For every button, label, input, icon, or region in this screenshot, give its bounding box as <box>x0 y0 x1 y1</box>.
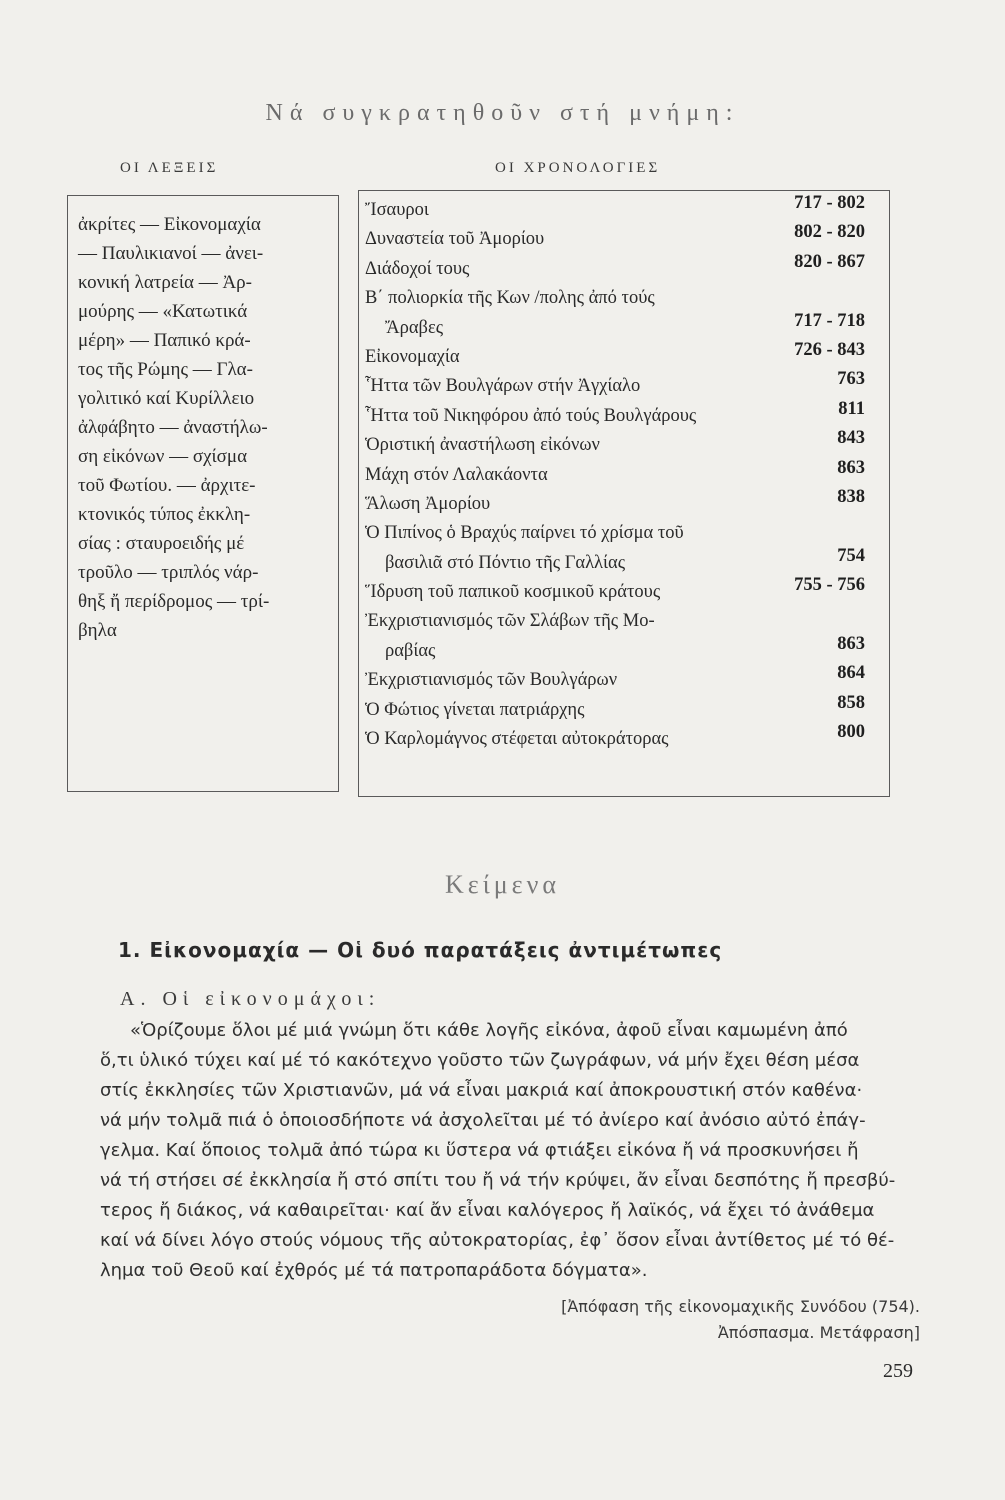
chronology-label: Μάχη στόν Λαλακάοντα <box>365 464 548 485</box>
chronology-label: Β΄ πολιορκία τῆς Κων /πολης ἀπό τούς <box>365 288 655 309</box>
text-line: στίς ἐκκλησίες τῶν Χριστιανῶν, μά νά εἶναι μακριά καί ἀποκρουστική στόν καθένα· <box>100 1080 863 1101</box>
text-line: καί νά δίνει λόγο στούς νόμους τῆς αὐτοκρατορίας, ἐφ᾽ ὅσον εἶναι ἀντίθετος μέ τό θέ- <box>100 1230 895 1251</box>
chronology-item <box>365 607 865 636</box>
text-line: γελμα. Καί ὅποιος τολμᾶ ἀπό τώρα κι ὕστερα νά φτιάξει εἰκόνα ἤ νά προσκυνήσει ἤ <box>100 1140 859 1161</box>
chronology-label: Ἧττα τοῦ Νικηφόρου ἀπό τούς Βουλγάρους <box>365 405 697 426</box>
chronology-item <box>365 692 865 725</box>
chronology-date: 755 - 756 <box>794 575 865 596</box>
citation-line: [Ἀπόφαση τῆς εἰκονομαχικῆς Συνόδου (754). <box>561 1297 920 1316</box>
words-column-heading: ΟΙ ΛΕΞΕΙΣ <box>120 160 219 176</box>
chronology-list <box>365 193 865 754</box>
chronology-date: 858 <box>837 692 865 713</box>
chronology-item <box>365 519 865 548</box>
chronology-date: 811 <box>838 398 865 419</box>
chronology-item <box>365 369 865 401</box>
chronology-item <box>365 663 865 695</box>
chronology-label: Ὁ Πιπίνος ὁ Βραχύς παίρνει τό χρίσμα τοῦ <box>365 523 684 544</box>
citation <box>520 1294 920 1346</box>
chronology-box <box>358 190 890 797</box>
chronology-item <box>365 633 865 666</box>
chronology-label: Δυναστεία τοῦ Ἀμορίου <box>365 229 545 250</box>
words-text: ἀκρίτες — Εἰκονομαχία — Παυλικιανοί — ἀνει- κονική λατρεία — Ἀρ- μούρης — «Κατωτικά μέρη» — Παπικό κρά- τος τῆς Ρώμης — Γλα- γολιτικό καί Κυρίλλειο ἀλφάβητο — ἀναστήλω- ση εἰκόνων — σχίσμα τοῦ Φωτίου. — ἀρχιτε- κτονικός τύπος ἐκκλη- σίας : σταυροειδής μέ τροῦλο — τριπλός νάρ- θηξ ἤ περίδρομος — τρί- βηλα <box>78 214 270 641</box>
text-line: «Ὁρίζουμε ὅλοι μέ μιά γνώμη ὅτι κάθε λογῆς εἰκόνα, ἀφοῦ εἶναι καμωμένη ἀπό <box>130 1020 848 1041</box>
chronology-item <box>365 575 865 607</box>
chronology-date: 838 <box>837 486 865 507</box>
chronology-label: Ἐκχριστιανισμός τῶν Βουλγάρων <box>365 670 618 691</box>
chronology-column-heading: ΟΙ ΧΡΟΝΟΛΟΓΙΕΣ <box>495 160 661 176</box>
chronology-label: Ἧττα τῶν Βουλγάρων στήν Ἀγχίαλο <box>365 376 641 397</box>
chronology-label: Ὁριστική ἀναστήλωση εἰκόνων <box>365 435 600 456</box>
chronology-date: 717 - 718 <box>794 310 865 331</box>
chronology-label: Ἅλωση Ἀμορίου <box>365 493 491 514</box>
text-line: λημα τοῦ Θεοῦ καί ἐχθρός μέ τά πατροπαράδοτα δόγματα». <box>100 1260 648 1281</box>
chronology-item <box>365 486 865 519</box>
text-line: τερος ἤ διάκος, νά καθαιρεῖται· καί ἄν εἶναι καλόγερος ἤ λαϊκός, νά ἔχει τό ἀνάθεμα <box>100 1200 875 1221</box>
chronology-item <box>365 722 865 754</box>
chronology-item <box>365 251 865 284</box>
chronology-label: Ἵδρυση τοῦ παπικοῦ κοσμικοῦ κράτους <box>365 582 661 603</box>
page-number: 259 <box>883 1360 913 1382</box>
chronology-date: 863 <box>837 633 865 654</box>
chronology-item <box>365 339 865 372</box>
chronology-label: ραβίας <box>385 640 436 661</box>
text-line: νά τή στήσει σέ ἐκκλησία ἤ στό σπίτι του ἤ νά τήν κρύψει, ἄν εἶναι δεσπότης ἤ πρεσβύ- <box>100 1170 896 1191</box>
chronology-date: 763 <box>837 369 865 390</box>
chronology-label: Ὁ Φώτιος γίνεται πατριάρχης <box>365 699 585 720</box>
chronology-label: Ἄραβες <box>385 317 444 338</box>
chronology-date: 802 - 820 <box>794 222 865 243</box>
chronology-item <box>365 398 865 431</box>
heading-number: 1. <box>118 938 142 962</box>
page-top-title: Νά συγκρατηθοῦν στή μνήμη: <box>265 100 740 126</box>
chronology-date: 800 <box>837 722 865 743</box>
text-line: νά μήν τολμᾶ πιά ὁ ὁποιοσδήποτε νά ἀσχολεῖται μέ τό ἀνίερο καί ἀνόσιο αὐτό ἐπάγ- <box>100 1110 866 1131</box>
text-heading <box>118 938 722 962</box>
chronology-date: 863 <box>837 457 865 478</box>
citation-line: Ἀπόσπασμα. Μετάφραση] <box>717 1323 920 1342</box>
chronology-item <box>365 428 865 460</box>
chronology-item <box>365 222 865 254</box>
heading-text: Εἰκονομαχία — Οἱ δυό παρατάξεις ἀντιμέτωπες <box>149 938 723 962</box>
chronology-label: Διάδοχοί τους <box>365 258 470 279</box>
quoted-text <box>100 1016 910 1286</box>
chronology-date: 754 <box>837 545 865 566</box>
chronology-date: 820 - 867 <box>794 251 865 272</box>
words-box <box>67 195 339 792</box>
subheading: Α. Οἱ εἰκονομάχοι: <box>120 988 381 1010</box>
chronology-label: Ἐκχριστιανισμός τῶν Σλάβων τῆς Μο- <box>365 611 655 632</box>
chronology-item <box>365 284 865 313</box>
chronology-label: Ἴσαυροι <box>365 200 429 220</box>
chronology-date: 864 <box>837 663 865 684</box>
chronology-date: 717 - 802 <box>794 193 865 213</box>
chronology-date: 843 <box>837 428 865 449</box>
chronology-label: Ὁ Καρλομάγνος στέφεται αὐτοκράτορας <box>365 729 669 750</box>
chronology-item <box>365 545 865 578</box>
chronology-label: Εἰκονομαχία <box>365 346 460 367</box>
chronology-label: βασιλιᾶ στό Πόντιο τῆς Γαλλίας <box>385 552 626 573</box>
chronology-item <box>365 310 865 343</box>
chronology-item <box>365 193 865 225</box>
chronology-item <box>365 457 865 490</box>
text-line: ὅ,τι ὑλικό τύχει καί μέ τό κακότεχνο γοῦστο τῶν ζωγράφων, νά μήν ἔχει θέση μέσα <box>100 1050 860 1071</box>
chronology-date: 726 - 843 <box>794 339 865 360</box>
section-title: Κείμενα <box>445 870 560 899</box>
